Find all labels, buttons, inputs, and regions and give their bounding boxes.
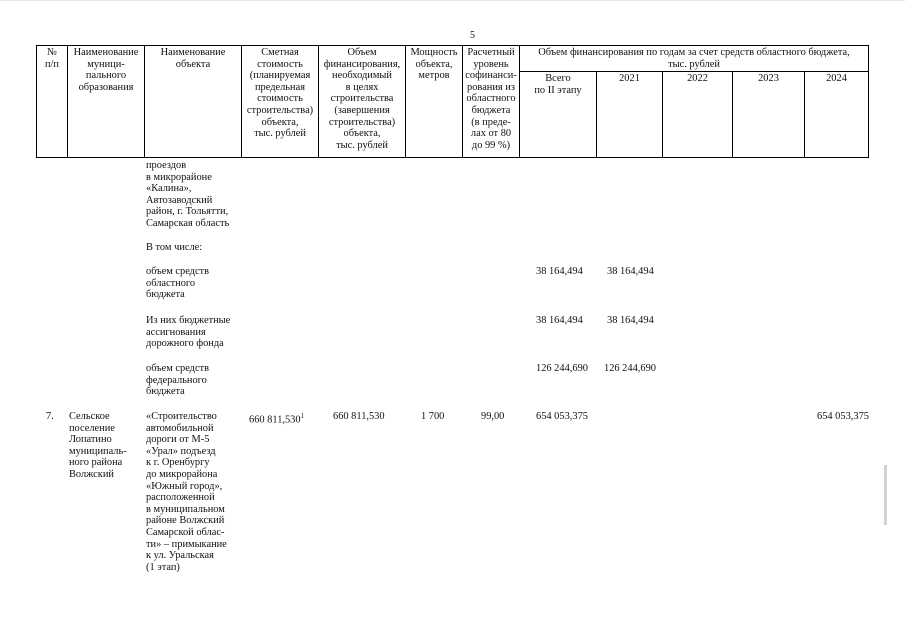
header-col-object: Наименование объекта — [145, 46, 242, 158]
row7-cost-footnote: 1 — [300, 412, 305, 420]
page-number: 5 — [470, 30, 475, 41]
header-col-2022: 2022 — [663, 72, 733, 158]
row7-cost-value: 660 811,530 — [249, 414, 301, 426]
road-fund-total-value: 38 164,494 — [536, 315, 583, 326]
row7-capacity: 1 700 — [421, 411, 445, 422]
row7-cost — [249, 411, 304, 426]
regional-2021-value: 38 164,494 — [607, 266, 654, 277]
row7-total: 654 053,375 — [536, 411, 588, 422]
regional-total-value: 38 164,494 — [536, 266, 583, 277]
header-col-capacity: Мощность объекта, метров — [406, 46, 463, 158]
federal-total-value: 126 244,690 — [536, 363, 588, 374]
scan-edge-line — [0, 0, 905, 1]
header-col-municipality: Наименование муници- пального образования — [68, 46, 145, 158]
header-col-2024: 2024 — [805, 72, 869, 158]
row7-number: 7. — [46, 411, 54, 422]
header-col-group: Объем финансирования по годам за счет средств областного бюджета, тыс. рублей — [520, 46, 869, 72]
header-col-total: Всего по II этапу — [520, 72, 597, 158]
header-col-volume: Объем финансирования, необходимый в целях строительства (завершения строительства) объекта, тыс. рублей — [319, 46, 406, 158]
continuation-object-text: проездов в микрорайоне «Калина», Автозаводский район, г. Тольятти, Самарская область — [146, 160, 230, 229]
row7-2024: 654 053,375 — [817, 411, 869, 422]
in-that-number-label: В том числе: — [146, 242, 203, 253]
federal-2021-value: 126 244,690 — [604, 363, 656, 374]
header-col-cost: Сметная стоимость (планируемая предельная стоимость строительства) объекта, тыс. рублей — [242, 46, 319, 158]
scan-noise-mark — [884, 465, 887, 525]
regional-budget-label: объем средств областного бюджета — [146, 266, 210, 301]
row7-volume: 660 811,530 — [333, 411, 385, 422]
row7-object: «Строительство автомобильной дороги от М-5 «Урал» подъезд к г. Оренбургу до микрорайона «Южный город», расположенной в муниципальном районе Волжский Самарской облас- ти» – примыкание к ул. Уральская (1 этап) — [146, 411, 227, 573]
header-col-2021: 2021 — [597, 72, 663, 158]
road-fund-label: Из них бюджетные ассигнования дорожного фонда — [146, 315, 231, 350]
row7-municipality: Сельское поселение Лопатино муниципаль- ного района Волжский — [69, 411, 127, 480]
federal-budget-label: объем средств федерального бюджета — [146, 363, 210, 398]
road-fund-2021-value: 38 164,494 — [607, 315, 654, 326]
header-col-2023: 2023 — [733, 72, 805, 158]
header-col-num: № п/п — [37, 46, 68, 158]
header-table — [36, 45, 869, 158]
row7-level: 99,00 — [481, 411, 505, 422]
header-col-level: Расчетный уровень софинанси- рования из областного бюджета (в преде- лах от 80 до 99 %) — [463, 46, 520, 158]
